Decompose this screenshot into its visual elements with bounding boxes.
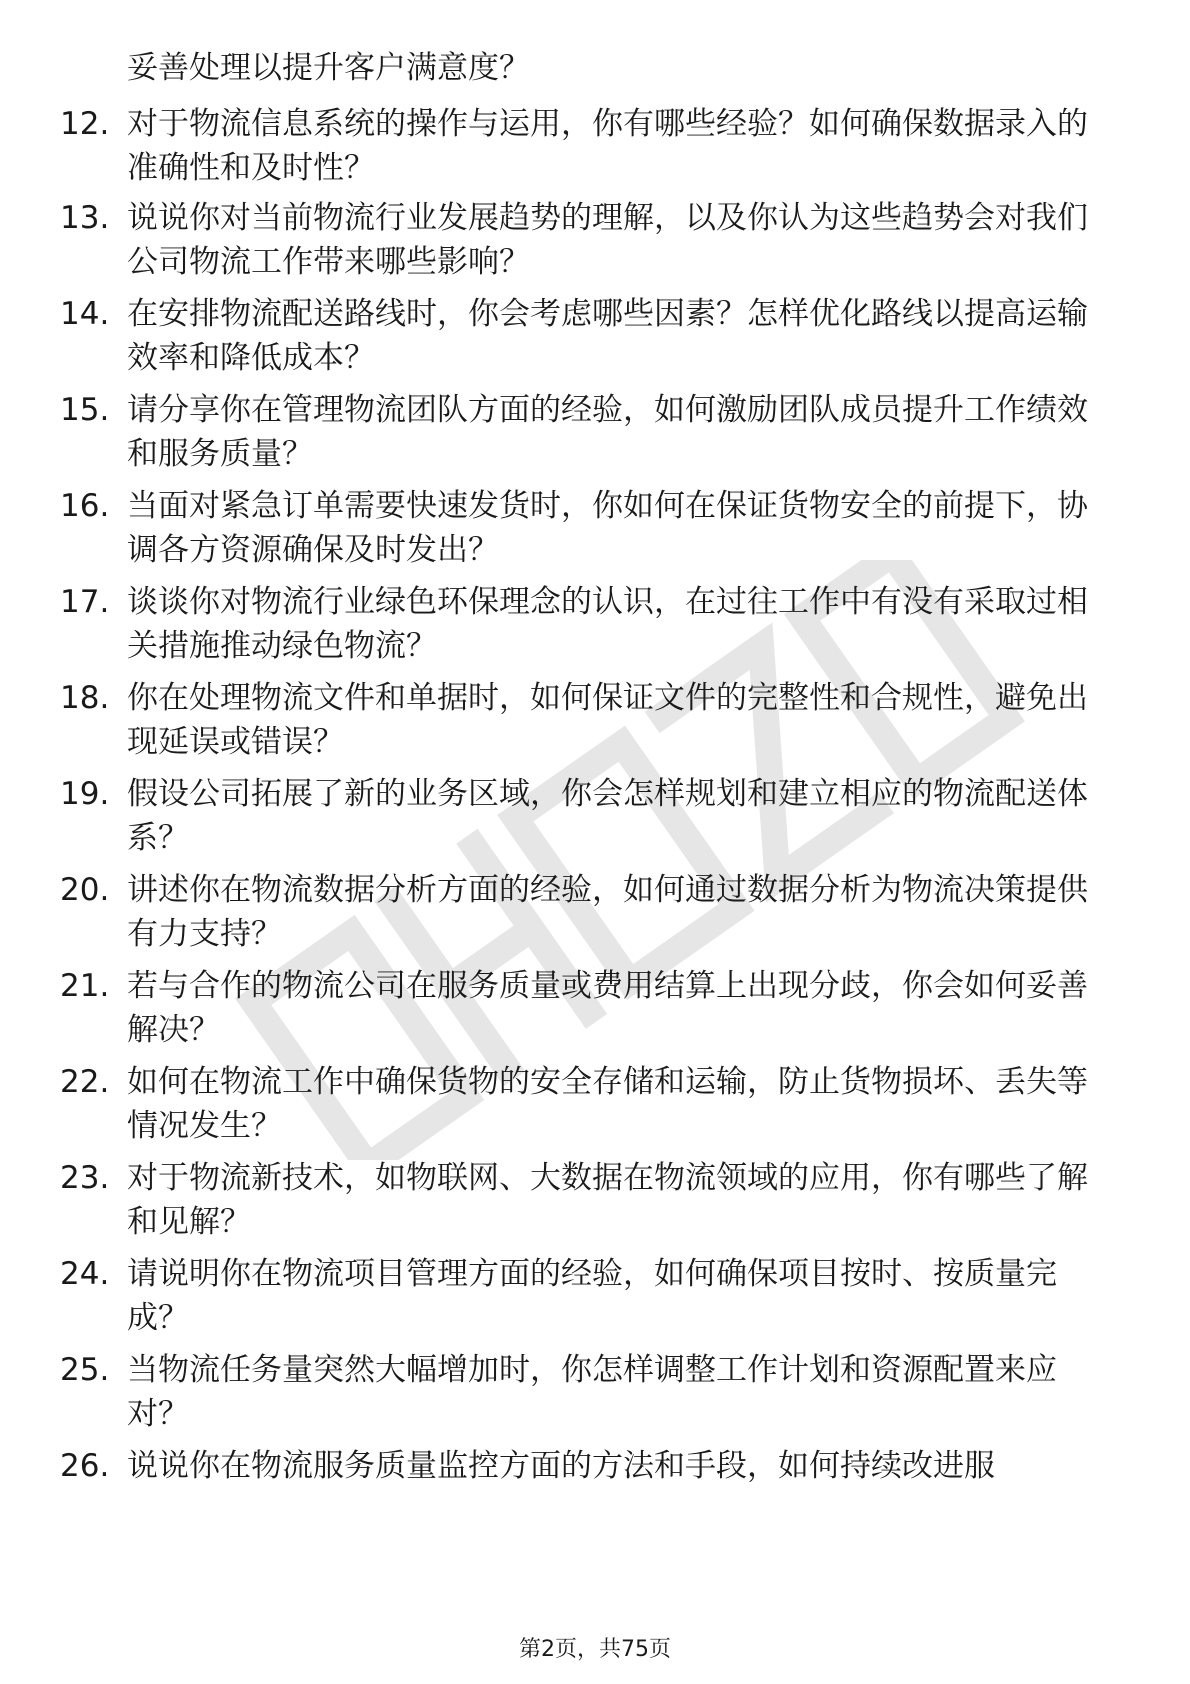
question-text: 对于物流新技术，如物联网、大数据在物流领域的应用，你有哪些了解和见解？ <box>127 1160 1088 1240</box>
question-text: 如何在物流工作中确保货物的安全存储和运输，防止货物损坏、丢失等情况发生？ <box>127 1064 1088 1144</box>
question-number: 15. <box>60 392 110 428</box>
question-number: 22. <box>60 1064 110 1100</box>
question-text: 讲述你在物流数据分析方面的经验，如何通过数据分析为物流决策提供有力支持？ <box>127 872 1088 952</box>
question-item <box>60 388 1120 476</box>
question-number: 25. <box>60 1352 110 1388</box>
question-item <box>60 676 1120 764</box>
question-number: 14. <box>60 296 110 332</box>
question-text: 若与合作的物流公司在服务质量或费用结算上出现分歧，你会如何妥善解决？ <box>127 968 1088 1048</box>
question-number: 19. <box>60 776 110 812</box>
question-text: 在安排物流配送路线时，你会考虑哪些因素？怎样优化路线以提高运输效率和降低成本？ <box>127 296 1088 376</box>
question-text: 当面对紧急订单需要快速发货时，你如何在保证货物安全的前提下，协调各方资源确保及时发出？ <box>127 488 1088 568</box>
question-number: 16. <box>60 488 110 524</box>
question-item <box>60 1060 1120 1148</box>
question-item <box>60 964 1120 1052</box>
question-item <box>60 484 1120 572</box>
question-text: 假设公司拓展了新的业务区域，你会怎样规划和建立相应的物流配送体系？ <box>127 776 1088 856</box>
question-text: 请说明你在物流项目管理方面的经验，如何确保项目按时、按质量完成？ <box>127 1256 1057 1336</box>
question-number: 20. <box>60 872 110 908</box>
question-number: 18. <box>60 680 110 716</box>
question-number: 24. <box>60 1256 110 1292</box>
page-footer: 第2页，共75页 <box>519 1637 671 1662</box>
question-number: 23. <box>60 1160 110 1196</box>
question-item <box>60 292 1120 380</box>
question-number: 26. <box>60 1448 110 1484</box>
question-number: 12. <box>60 106 110 142</box>
question-item <box>60 868 1120 956</box>
question-number: 13. <box>60 200 110 236</box>
question-item <box>60 1252 1120 1340</box>
question-text: 说说你在物流服务质量监控方面的方法和手段，如何持续改进服 <box>127 1448 995 1484</box>
question-item <box>60 102 1120 190</box>
question-text: 说说你对当前物流行业发展趋势的理解，以及你认为这些趋势会对我们公司物流工作带来哪些影响？ <box>127 200 1088 280</box>
question-item <box>60 772 1120 860</box>
question-item <box>60 1444 1120 1488</box>
question-text: 你在处理物流文件和单据时，如何保证文件的完整性和合规性，避免出现延误或错误？ <box>127 680 1088 760</box>
question-item <box>60 1156 1120 1244</box>
question-item <box>60 196 1120 284</box>
question-item <box>60 1348 1120 1436</box>
question-text: 请分享你在管理物流团队方面的经验，如何激励团队成员提升工作绩效和服务质量？ <box>127 392 1088 472</box>
question-text: 当物流任务量突然大幅增加时，你怎样调整工作计划和资源配置来应对？ <box>127 1352 1057 1432</box>
question-number: 21. <box>60 968 110 1004</box>
question-item <box>60 580 1120 668</box>
question-number: 17. <box>60 584 110 620</box>
question-text: 谈谈你对物流行业绿色环保理念的认识，在过往工作中有没有采取过相关措施推动绿色物流？ <box>127 584 1088 664</box>
continued-question-text: 妥善处理以提升客户满意度？ <box>127 50 530 86</box>
question-text: 对于物流信息系统的操作与运用，你有哪些经验？如何确保数据录入的准确性和及时性？ <box>127 106 1088 186</box>
